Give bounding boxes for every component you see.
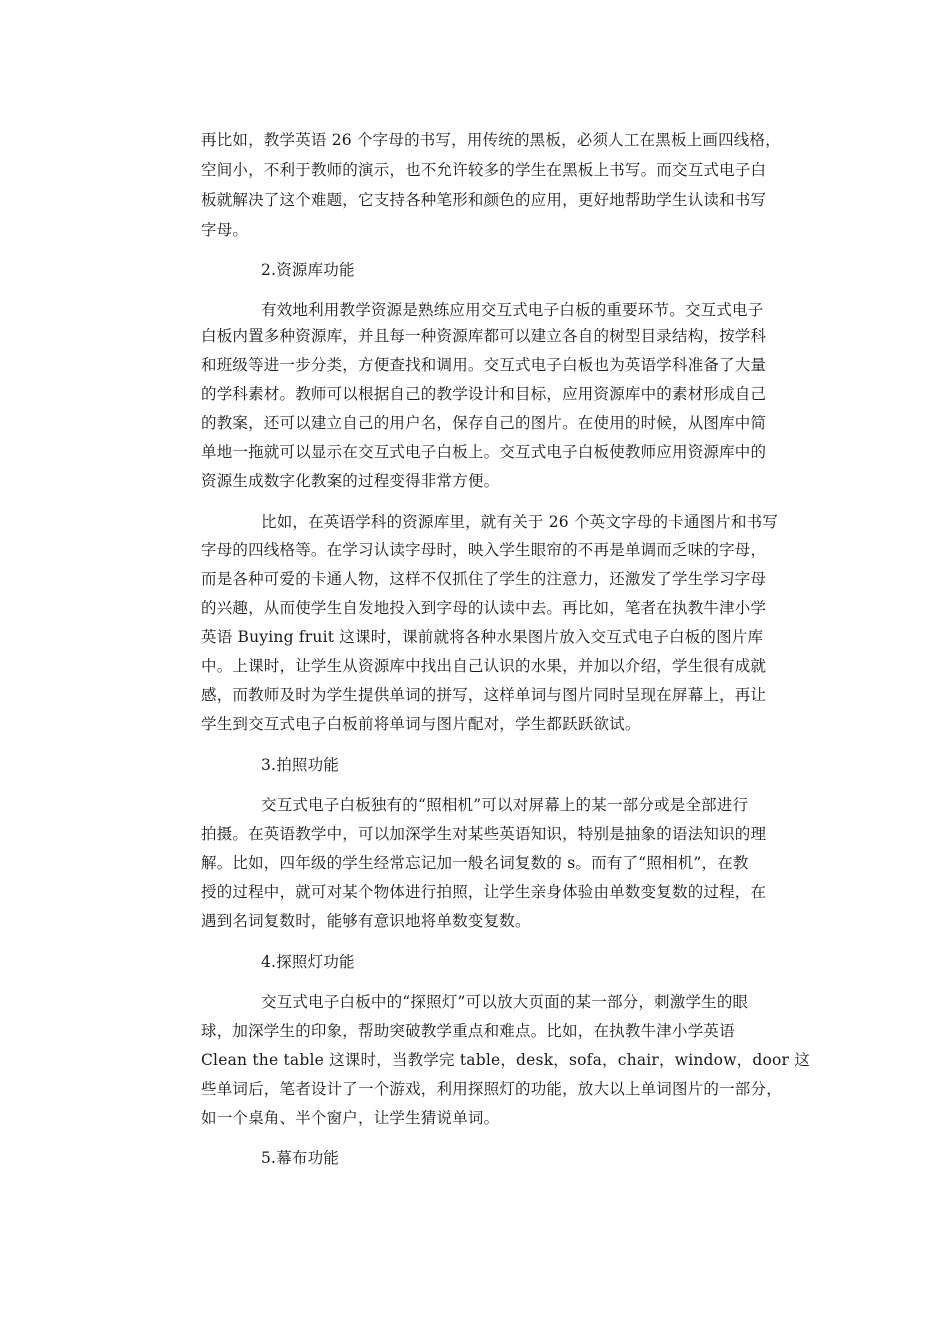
paragraph-3-line-7: 感，而教师及时为学生提供单词的拼写，这样单词与图片同时呈现在屏幕上，再让 [201,686,767,704]
paragraph-1-line-3: 板就解决了这个难题，它支持各种笔形和颜色的应用，更好地帮助学生认读和书写 [201,191,767,209]
paragraph-3-line-4: 的兴趣，从而使学生自发地投入到字母的认读中去。再比如，笔者在执教牛津小学 [201,599,767,617]
paragraph-4-line-1: 交互式电子白板独有的“照相机”可以对屏幕上的某一部分或是全部进行 [261,796,749,814]
paragraph-5-line-5: 如一个桌角、半个窗户，让学生猜说单词。 [201,1109,500,1127]
paragraph-4-line-3: 解。比如，四年级的学生经常忘记加一般名词复数的 s。而有了“照相机”，在教 [201,854,749,872]
paragraph-3-line-5: 英语 Buying fruit 这课时，课前就将各种水果图片放入交互式电子白板的图片库 [201,628,764,646]
paragraph-2-line-5: 的教案，还可以建立自己的用户名，保存自己的图片。在使用的时候，从图库中简 [201,414,767,432]
paragraph-3-line-8: 学生到交互式电子白板前将单词与图片配对，学生都跃跃欲试。 [201,715,641,733]
paragraph-2-line-3: 和班级等进一步分类，方便查找和调用。交互式电子白板也为英语学科准备了大量 [201,356,767,374]
paragraph-2-line-7: 资源生成数字化教案的过程变得非常方便。 [201,472,500,490]
section-heading-2: 2.资源库功能 [261,261,355,279]
paragraph-2-line-4: 的学科素材。教师可以根据自己的教学设计和目标，应用资源库中的素材形成自己 [201,385,767,403]
paragraph-2-line-2: 白板内置多种资源库，并且每一种资源库都可以建立各自的树型目录结构，按学科 [201,327,767,345]
paragraph-1-line-2: 空间小，不利于教师的演示，也不允许较多的学生在黑板上书写。而交互式电子白 [201,161,767,179]
section-heading-4: 4.探照灯功能 [261,953,355,971]
paragraph-4-line-4: 授的过程中，就可对某个物体进行拍照，让学生亲身体验由单数变复数的过程，在 [201,883,767,901]
paragraph-4-line-5: 遇到名词复数时，能够有意识地将单数变复数。 [201,912,531,930]
paragraph-2-line-6: 单地一拖就可以显示在交互式电子白板上。交互式电子白板使教师应用资源库中的 [201,443,767,461]
paragraph-3-line-6: 中。上课时，让学生从资源库中找出自己认识的水果，并加以介绍，学生很有成就 [201,657,767,675]
paragraph-5-line-2: 球，加深学生的印象，帮助突破教学重点和难点。比如，在执教牛津小学英语 [201,1022,735,1040]
paragraph-5-line-3: Clean the table 这课时，当教学完 table，desk，sofa，chair，window，door 这 [201,1051,810,1069]
section-heading-3: 3.拍照功能 [261,756,339,774]
section-heading-5: 5.幕布功能 [261,1149,339,1167]
paragraph-3-line-2: 字母的四线格等。在学习认读字母时，映入学生眼帘的不再是单调而乏味的字母， [201,541,767,559]
paragraph-5-line-1: 交互式电子白板中的“探照灯”可以放大页面的某一部分，刺激学生的眼 [261,993,749,1011]
paragraph-1-line-4: 字母。 [201,221,249,239]
paragraph-2-line-1: 有效地利用教学资源是熟练应用交互式电子白板的重要环节。交互式电子 [261,301,764,319]
paragraph-5-line-4: 些单词后，笔者设计了一个游戏，利用探照灯的功能，放大以上单词图片的一部分， [201,1080,782,1098]
paragraph-3-line-1: 比如，在英语学科的资源库里，就有关于 26 个英文字母的卡通图片和书写 [261,513,779,531]
paragraph-1-line-1: 再比如，教学英语 26 个字母的书写，用传统的黑板，必须人工在黑板上画四线格， [201,131,781,149]
paragraph-4-line-2: 拍摄。在英语教学中，可以加深学生对某些英语知识，特别是抽象的语法知识的理 [201,825,767,843]
paragraph-3-line-3: 而是各种可爱的卡通人物，这样不仅抓住了学生的注意力，还激发了学生学习字母 [201,570,767,588]
